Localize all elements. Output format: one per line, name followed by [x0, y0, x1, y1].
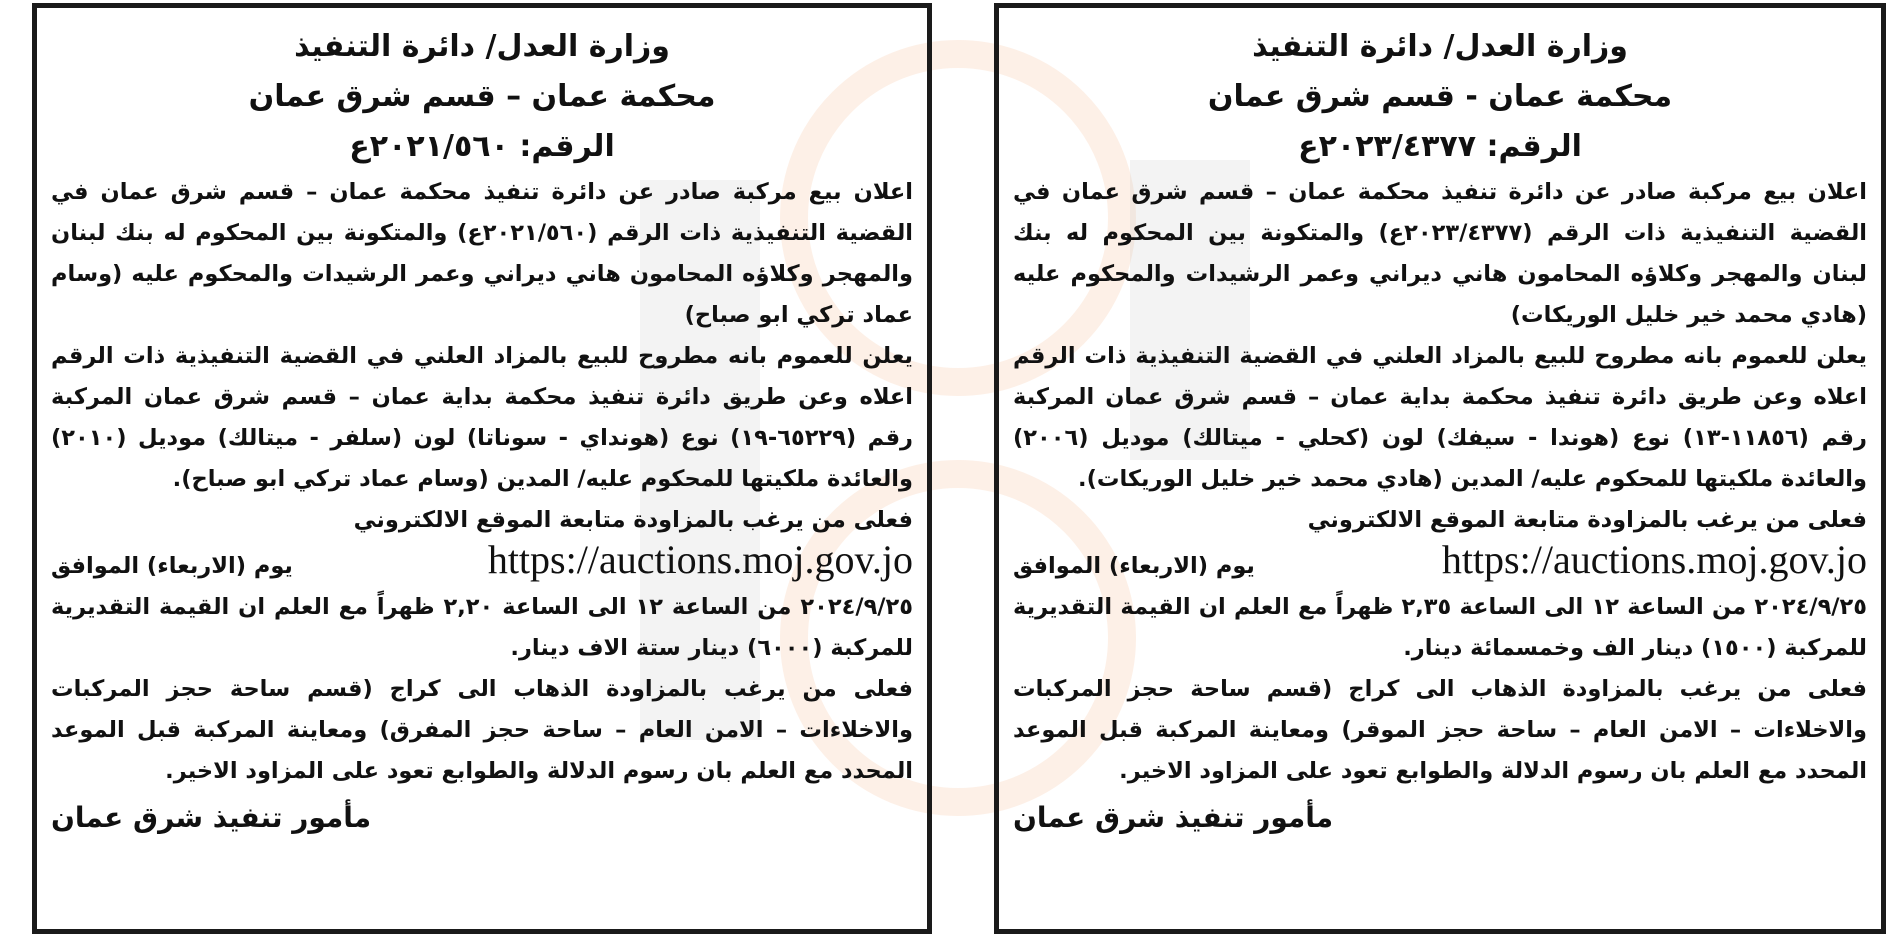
auction-url-link[interactable]: https://auctions.moj.gov.jo	[1441, 537, 1867, 582]
website-paragraph: فعلى من يرغب بالمزاودة متابعة الموقع الالكتروني	[353, 507, 913, 533]
court-title: محكمة عمان - قسم شرق عمان	[1207, 79, 1673, 114]
auction-url-link[interactable]: https://auctions.moj.gov.jo	[487, 537, 913, 582]
signature: مأمور تنفيذ شرق عمان	[1013, 801, 1334, 834]
website-paragraph: فعلى من يرغب بالمزاودة متابعة الموقع الالكتروني	[1307, 507, 1867, 533]
auction-day: يوم (الاربعاء) الموافق	[1013, 553, 1255, 579]
case-number: الرقم: ٢٠٢١/٥٦٠ع	[349, 129, 615, 164]
auction-day: يوم (الاربعاء) الموافق	[51, 553, 293, 579]
intro-paragraph: اعلان بيع مركبة صادر عن دائرة تنفيذ محكمة عمان – قسم شرق عمان في القضية التنفيذية ذات الرقم (٢٠٢٣/٤٣٧٧ع) والمتكونة بين المحكوم له بنك لبنان والمهجر وكلاؤه المحامون هاني ديراني وعمر الرشيدات والمحكوم عليه (هادي محمد خير خليل الوريكات)	[1013, 179, 1867, 328]
garage-paragraph: فعلى من يرغب بالمزاودة الذهاب الى كراج (قسم ساحة حجز المركبات والاخلاءات – الامن العام – ساحة حجز الموقر) ومعاينة المركبة قبل الموعد المحدد مع العلم بان رسوم الدلالة والطوابع تعود على المزاود الاخير.	[1013, 676, 1867, 784]
garage-paragraph: فعلى من يرغب بالمزاودة الذهاب الى كراج (قسم ساحة حجز المركبات والاخلاءات – الامن العام – ساحة حجز المفرق) ومعاينة المركبة قبل الموعد المحدد مع العلم بان رسوم الدلالة والطوابع تعود على المزاود الاخير.	[51, 676, 913, 784]
date-value-paragraph: ٢٠٢٤/٩/٢٥ من الساعة ١٢ الى الساعة ٢,٢٠ ظهراً مع العلم ان القيمة التقديرية للمركبة (٦٠٠٠) دينار ستة الاف دينار.	[51, 594, 913, 661]
court-title: محكمة عمان – قسم شرق عمان	[248, 79, 716, 114]
url-line	[51, 537, 913, 587]
intro-paragraph: اعلان بيع مركبة صادر عن دائرة تنفيذ محكمة عمان – قسم شرق عمان في القضية التنفيذية ذات الرقم (٢٠٢١/٥٦٠ع) والمتكونة بين المحكوم له بنك لبنان والمهجر وكلاؤه المحامون هاني ديراني وعمر الرشيدات والمحكوم عليه (وسام عماد تركي ابو صباح)	[51, 179, 913, 328]
sale-paragraph: يعلن للعموم بانه مطروح للبيع بالمزاد العلني في القضية التنفيذية ذات الرقم اعلاه وعن طريق دائرة تنفيذ محكمة بداية عمان – قسم شرق عمان المركبة رقم (٦٥٢٢٩-١٩) نوع (هونداي - سوناتا) لون (سلفر - ميتالك) موديل (٢٠١٠) والعائدة ملكيتها للمحكوم عليه/ المدين (وسام عماد تركي ابو صباح).	[51, 343, 914, 492]
date-value-paragraph: ٢٠٢٤/٩/٢٥ من الساعة ١٢ الى الساعة ٢,٣٥ ظهراً مع العلم ان القيمة التقديرية للمركبة (١٥٠٠) دينار الف وخمسمائة دينار.	[1013, 594, 1867, 661]
notice-right	[994, 3, 1886, 934]
ministry-title: وزارة العدل/ دائرة التنفيذ	[294, 29, 670, 64]
signature: مأمور تنفيذ شرق عمان	[51, 801, 372, 834]
case-number: الرقم: ٢٠٢٣/٤٣٧٧ع	[1298, 129, 1582, 164]
url-line	[1013, 537, 1867, 587]
ministry-title: وزارة العدل/ دائرة التنفيذ	[1252, 29, 1628, 64]
sale-paragraph: يعلن للعموم بانه مطروح للبيع بالمزاد العلني في القضية التنفيذية ذات الرقم اعلاه وعن طريق دائرة تنفيذ محكمة بداية عمان – قسم شرق عمان المركبة رقم (١١٨٥٦-١٣) نوع (هوندا - سيفك) لون (كحلي - ميتالك) موديل (٢٠٠٦) والعائدة ملكيتها للمحكوم عليه/ المدين (هادي محمد خير خليل الوريكات).	[1013, 343, 1867, 492]
notice-left	[32, 3, 932, 934]
